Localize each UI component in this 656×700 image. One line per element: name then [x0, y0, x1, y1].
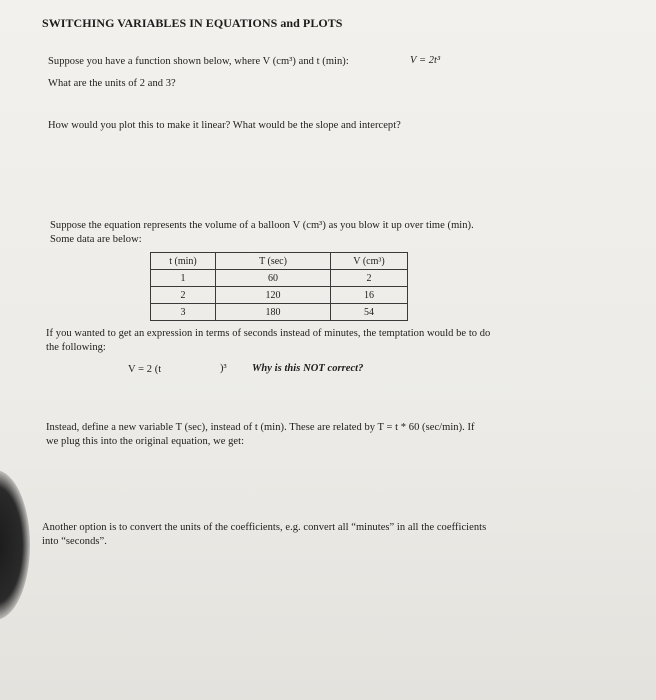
header-V-cm3: V (cm³) — [331, 253, 408, 270]
tempting-equation-right: )³ — [220, 363, 227, 374]
table-cell: 2 — [151, 287, 216, 304]
table-cell: 120 — [216, 287, 331, 304]
table-row — [151, 304, 408, 321]
balloon-description: Suppose the equation represents the volume of a balloon V (cm³) as you blow it up over time (min). — [50, 220, 474, 231]
temptation-text-line2: the following: — [46, 342, 106, 353]
new-variable-text-line1: Instead, define a new variable T (sec), instead of t (min). These are related by T = t * 60 (sec/min). If — [46, 422, 475, 433]
coefficient-option-line1: Another option is to convert the units of the coefficients, e.g. convert all “minutes” in all the coefficients — [42, 522, 487, 533]
table-cell: 60 — [216, 270, 331, 287]
table-cell: 3 — [151, 304, 216, 321]
worksheet-title: SWITCHING VARIABLES IN EQUATIONS and PLOTS — [42, 16, 343, 30]
function-description: Suppose you have a function shown below, where V (cm³) and t (min): — [48, 56, 349, 67]
table-cell: 16 — [331, 287, 408, 304]
temptation-text-line1: If you wanted to get an expression in terms of seconds instead of minutes, the temptation would be to do — [46, 328, 491, 339]
function-equation: V = 2t³ — [410, 55, 441, 66]
table-row — [151, 287, 408, 304]
table-cell: 54 — [331, 304, 408, 321]
header-t-min: t (min) — [151, 253, 216, 270]
units-question: What are the units of 2 and 3? — [48, 78, 176, 89]
new-variable-text-line2: we plug this into the original equation, we get: — [46, 436, 245, 447]
tempting-equation-left: V = 2 (t — [128, 364, 162, 375]
table-cell: 2 — [331, 270, 408, 287]
linear-plot-question: How would you plot this to make it linear? What would be the slope and intercept? — [48, 120, 401, 131]
table-header-row — [151, 253, 408, 270]
why-not-correct-question: Why is this NOT correct? — [252, 363, 364, 374]
data-table — [150, 252, 408, 321]
table-cell: 1 — [151, 270, 216, 287]
data-intro: Some data are below: — [50, 234, 142, 245]
table-row — [151, 270, 408, 287]
header-T-sec: T (sec) — [216, 253, 331, 270]
table-cell: 180 — [216, 304, 331, 321]
coefficient-option-line2: into “seconds”. — [42, 536, 107, 547]
